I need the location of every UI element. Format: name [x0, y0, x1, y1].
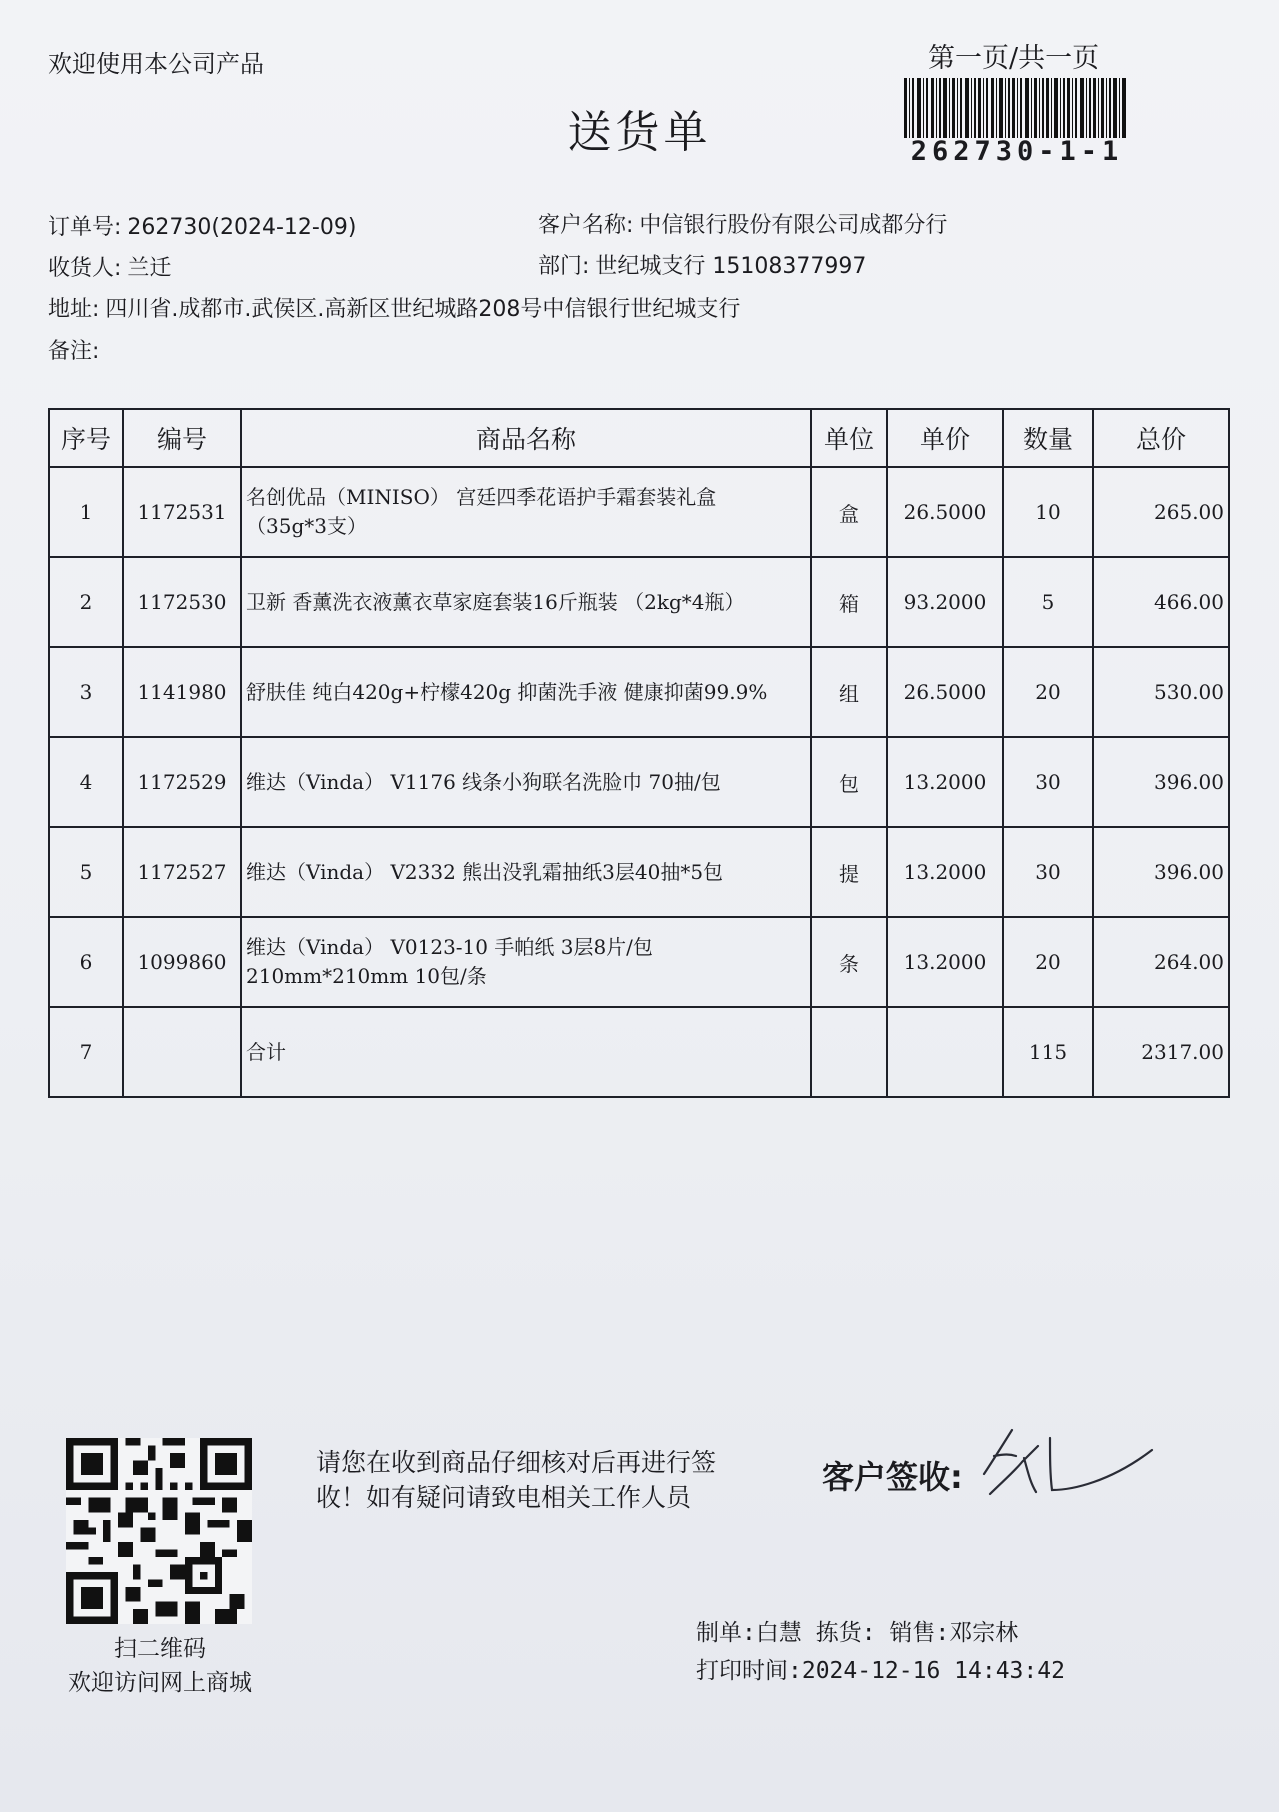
print-time: 打印时间:2024-12-16 14:43:42	[696, 1658, 1065, 1684]
check-notice	[316, 1446, 756, 1515]
cell-seq: 1	[49, 467, 123, 557]
cell-total: 466.00	[1093, 557, 1229, 647]
cell-code: 1172530	[123, 557, 241, 647]
cell-unit: 包	[811, 737, 887, 827]
remark-line	[48, 334, 105, 365]
customer-name-line	[538, 208, 947, 239]
cell-unit-price: 13.2000	[887, 737, 1003, 827]
product-name-line1: 卫新 香薰洗衣液薰衣草家庭套装16斤瓶装 （2kg*4瓶）	[246, 589, 745, 614]
cell-total-quantity: 115	[1003, 1007, 1093, 1097]
header-quantity: 数量	[1003, 409, 1093, 467]
department-line	[538, 249, 866, 280]
department-label: 部门:	[538, 254, 590, 279]
cell-quantity: 30	[1003, 827, 1093, 917]
cell-unit-price: 93.2000	[887, 557, 1003, 647]
cell-total-label	[241, 1007, 811, 1097]
cell-total: 396.00	[1093, 827, 1229, 917]
table-header-row	[49, 409, 1229, 467]
table-row	[49, 827, 1229, 917]
cell-unit: 盒	[811, 467, 887, 557]
barcode-image	[904, 78, 1126, 138]
table-row	[49, 737, 1229, 827]
goods-table	[48, 408, 1230, 1098]
header-unit: 单位	[811, 409, 887, 467]
cell-grand-total: 2317.00	[1093, 1007, 1229, 1097]
cell-quantity: 5	[1003, 557, 1093, 647]
cell-quantity: 20	[1003, 917, 1093, 1007]
product-name-line2: （35g*3支）	[246, 514, 367, 538]
cell-quantity: 20	[1003, 647, 1093, 737]
cell-product-name	[241, 737, 811, 827]
cell-seq: 4	[49, 737, 123, 827]
customer-signature-label: 客户签收:	[822, 1458, 963, 1496]
barcode-number: 262730-1-1	[910, 136, 1124, 167]
cell-quantity: 30	[1003, 737, 1093, 827]
product-name-line2: 210mm*210mm 10包/条	[246, 964, 487, 988]
order-number-line	[48, 210, 356, 241]
customer-name-label: 客户名称:	[538, 213, 634, 238]
cell-total: 264.00	[1093, 917, 1229, 1007]
product-name-line1: 维达（Vinda） V1176 线条小狗联名洗脸巾 70抽/包	[246, 769, 721, 794]
cell-seq: 5	[49, 827, 123, 917]
cell-total: 396.00	[1093, 737, 1229, 827]
cell-unit: 提	[811, 827, 887, 917]
cell-unit-price: 26.5000	[887, 647, 1003, 737]
header-product-name: 商品名称	[241, 409, 811, 467]
cell-seq: 2	[49, 557, 123, 647]
notice-line-1: 请您在收到商品仔细核对后再进行签	[316, 1448, 717, 1477]
cell-code: 1172529	[123, 737, 241, 827]
header-unit-price: 单价	[887, 409, 1003, 467]
department-value: 世纪城支行 15108377997	[595, 254, 867, 279]
page-indicator: 第一页/共一页	[928, 43, 1100, 74]
cell-unit: 箱	[811, 557, 887, 647]
cell-unit-price	[887, 1007, 1003, 1097]
cell-quantity: 10	[1003, 467, 1093, 557]
cell-total: 530.00	[1093, 647, 1229, 737]
handwritten-signature	[980, 1412, 1160, 1512]
welcome-text: 欢迎使用本公司产品	[48, 50, 264, 78]
cell-code	[123, 1007, 241, 1097]
cell-unit-price: 13.2000	[887, 827, 1003, 917]
header-seq: 序号	[49, 409, 123, 467]
remark-label: 备注:	[48, 339, 100, 364]
cell-seq: 6	[49, 917, 123, 1007]
cell-code: 1172531	[123, 467, 241, 557]
receiver-value: 兰迁	[127, 256, 172, 281]
cell-code: 1141980	[123, 647, 241, 737]
cell-product-name	[241, 827, 811, 917]
table-total-row	[49, 1007, 1229, 1097]
cell-unit	[811, 1007, 887, 1097]
cell-product-name	[241, 917, 811, 1007]
table-row	[49, 917, 1229, 1007]
header-code: 编号	[123, 409, 241, 467]
product-name-line1: 舒肤佳 纯白420g+柠檬420g 抑菌洗手液 健康抑菌99.9%	[246, 679, 768, 704]
cell-unit-price: 26.5000	[887, 467, 1003, 557]
product-name-line1: 维达（Vinda） V0123-10 手帕纸 3层8片/包	[246, 935, 653, 959]
order-number-label: 订单号:	[48, 215, 122, 240]
document-title: 送货单	[567, 107, 712, 158]
cell-unit: 条	[811, 917, 887, 1007]
receiver-label: 收货人:	[48, 256, 122, 281]
address-label: 地址:	[48, 297, 100, 322]
table-row	[49, 647, 1229, 737]
product-name-line1: 维达（Vinda） V2332 熊出没乳霜抽纸3层40抽*5包	[246, 859, 724, 884]
qr-caption-visit: 欢迎访问网上商城	[68, 1670, 252, 1696]
cell-seq: 7	[49, 1007, 123, 1097]
table-row	[49, 557, 1229, 647]
cell-seq: 3	[49, 647, 123, 737]
cell-product-name	[241, 647, 811, 737]
cell-unit: 组	[811, 647, 887, 737]
customer-name-value: 中信银行股份有限公司成都分行	[639, 213, 948, 238]
header-total: 总价	[1093, 409, 1229, 467]
cell-unit-price: 13.2000	[887, 917, 1003, 1007]
qr-caption-scan: 扫二维码	[114, 1636, 206, 1662]
qr-code-image	[66, 1438, 252, 1624]
address-line	[48, 292, 740, 323]
cell-code: 1172527	[123, 827, 241, 917]
receiver-line	[48, 251, 171, 282]
notice-line-2: 收！如有疑问请致电相关工作人员	[316, 1482, 692, 1512]
cell-product-name	[241, 467, 811, 557]
address-value: 四川省.成都市.武侯区.高新区世纪城路208号中信银行世纪城支行	[105, 297, 741, 322]
staff-line: 制单:白慧 拣货: 销售:邓宗林	[696, 1620, 1019, 1646]
cell-code: 1099860	[123, 917, 241, 1007]
table-row	[49, 467, 1229, 557]
order-number-value: 262730(2024-12-09)	[127, 215, 357, 240]
product-name-line1: 名创优品（MINISO） 宫廷四季花语护手霜套装礼盒	[246, 485, 717, 509]
cell-product-name	[241, 557, 811, 647]
cell-total: 265.00	[1093, 467, 1229, 557]
total-label: 合计	[246, 1039, 286, 1064]
